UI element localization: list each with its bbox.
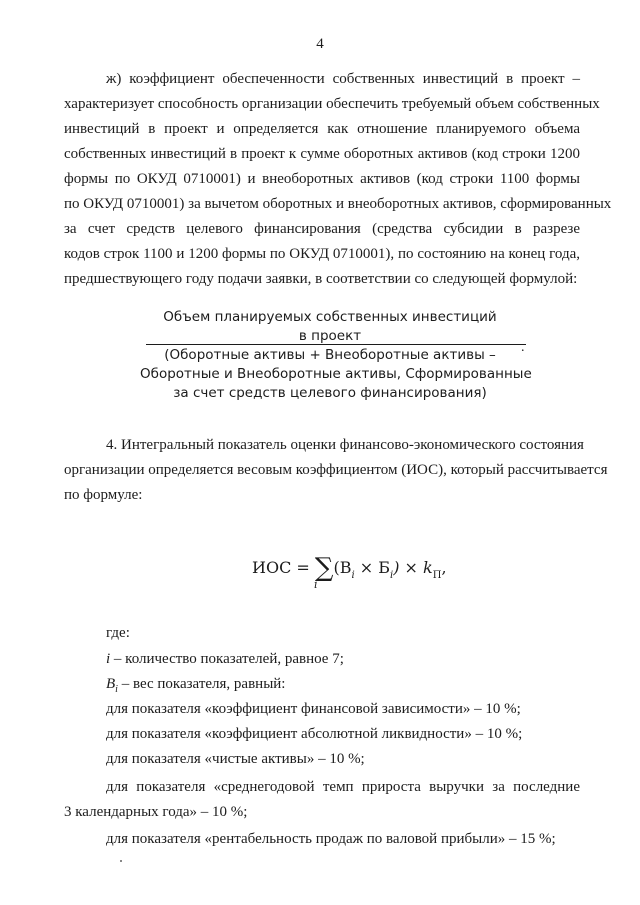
fraction-denominator-line: Оборотные и Внеоборотные активы, Сформированные	[140, 366, 532, 382]
def-i-text: – количество показателей, равное 7;	[110, 651, 344, 667]
para-zh-line-7: за счет средств целевого финансирования (средства субсидии в разрезе	[64, 221, 580, 237]
para-zh-line-9: предшествующего году подачи заявки, в соответствии со следующей формулой:	[64, 271, 578, 287]
fraction-denominator-line: (Оборотные активы + Внеоборотные активы –	[164, 347, 496, 363]
weight-item: для показателя «чистые активы» – 10 %;	[106, 751, 365, 767]
def-i-symbol: i	[106, 651, 111, 667]
para-zh-line-3: инвестиций в проект и определяется как отношение планируемого объема	[64, 121, 580, 137]
fraction-denominator	[140, 346, 532, 403]
def-b-sub: i	[115, 684, 118, 695]
weight-item: для показателя «коэффициент абсолютной ликвидности» – 10 %;	[106, 726, 523, 742]
formula-term-times: × Б	[354, 558, 391, 577]
formula-term-open: (B	[333, 558, 352, 577]
fraction-end-mark: .	[521, 340, 525, 355]
page-number: 4	[316, 36, 324, 52]
formula-sub: i	[390, 570, 394, 581]
fraction-bar	[146, 344, 526, 345]
fraction-numerator-line: в проект	[298, 328, 362, 344]
weight-item: для показателя «коэффициент финансовой зависимости» – 10 %;	[106, 701, 521, 717]
formula-term-close: ) × k	[393, 558, 433, 577]
para-zh-line-2: характеризует способность организации обеспечить требуемый объем собственных	[64, 96, 600, 112]
para-4-line-3: по формуле:	[64, 487, 143, 503]
para-zh-line-1: ж) коэффициент обеспеченности собственных инвестиций в проект –	[106, 71, 580, 87]
fraction-numerator	[140, 308, 520, 346]
def-i	[106, 650, 580, 668]
para-zh-line-6: по ОКУД 0710001) за вычетом оборотных и внеоборотных активов, сформированных	[64, 196, 612, 212]
weight-item-4-line-1: для показателя «среднегодовой темп прироста выручки за последние	[106, 779, 580, 795]
para-zh-line-5: формы по ОКУД 0710001) и внеоборотных активов (код строки 1100 формы	[64, 171, 580, 187]
fraction-denominator-line: за счет средств целевого финансирования)	[173, 385, 487, 401]
formula-lhs: ИОС =	[252, 558, 310, 577]
weight-item-4-line-2: 3 календарных года» – 10 %;	[64, 804, 248, 820]
sum-sign: ∑	[314, 553, 334, 583]
para-4-line-2: организации определяется весовым коэффициентом (ИОС), который рассчитывается	[64, 462, 608, 478]
formula-sub-p: П	[432, 570, 442, 581]
scan-speck	[120, 860, 122, 862]
para-4-line-1: 4. Интегральный показатель оценки финансово-экономического состояния	[106, 437, 584, 453]
para-zh-line-8: кодов строк 1100 и 1200 формы по ОКУД 0710001), по состоянию на конец года,	[64, 246, 580, 262]
weight-item-5: для показателя «рентабельность продаж по валовой прибыли» – 15 %;	[106, 831, 556, 847]
fraction-numerator-line: Объем планируемых собственных инвестиций	[163, 309, 497, 325]
where-label: где:	[106, 625, 130, 641]
formula-end: ,	[441, 558, 447, 577]
formula-sub: i	[351, 570, 355, 581]
ios-formula	[252, 550, 447, 591]
para-zh-line-4: собственных инвестиций в проект к сумме оборотных активов (код строки 1200	[64, 146, 580, 162]
sum-index: i	[314, 578, 318, 591]
def-b-symbol: B	[106, 676, 116, 692]
def-b-text: – вес показателя, равный:	[117, 676, 286, 692]
def-b	[106, 675, 580, 699]
